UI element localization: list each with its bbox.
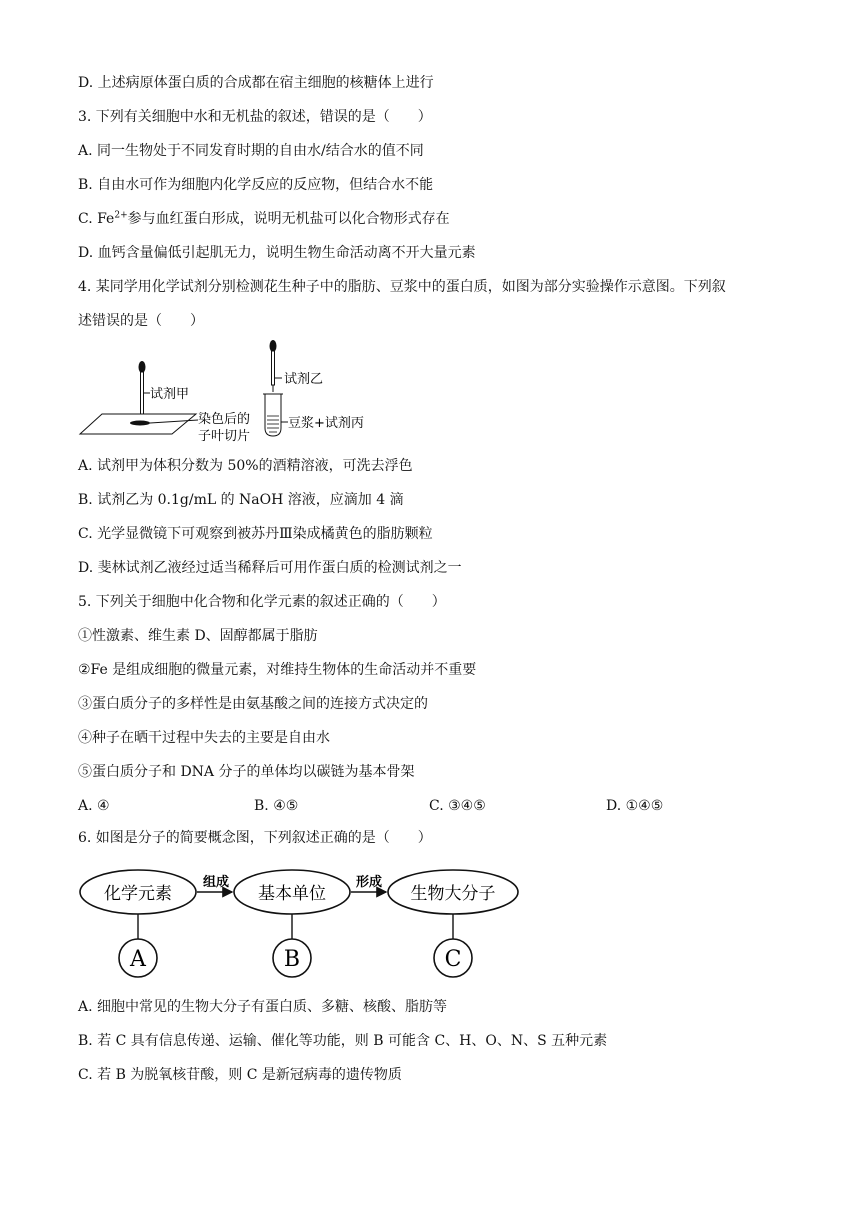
q3-option-b: B. 自由水可作为细胞内化学反应的反应物，但结合水不能 [78, 177, 434, 193]
slice-label-1: 染色后的 [198, 412, 251, 427]
tube-label: 豆浆+试剂丙 [288, 416, 364, 431]
q3-option-c [78, 209, 450, 229]
slice-label-2: 子叶切片 [198, 429, 251, 444]
q5-option-d: D. ①④⑤ [606, 798, 664, 814]
dropper-icon [139, 361, 146, 420]
q4-option-b: B. 试剂乙为 0.1g/mL 的 NaOH 溶液，应滴加 4 滴 [78, 492, 404, 508]
q5-statement-2: ②Fe 是组成细胞的微量元素，对维持生物体的生命活动并不重要 [78, 662, 477, 678]
q3-option-c-sup: 2+ [114, 210, 128, 221]
q4-option-d: D. 斐林试剂乙液经过适当稀释后可用作蛋白质的检测试剂之一 [78, 560, 462, 576]
q5-option-c: C. ③④⑤ [429, 798, 486, 814]
q4-stem-line2: 述错误的是（ ） [78, 313, 204, 329]
circle-b-label: B [283, 947, 301, 972]
reagent-b-label: 试剂乙 [284, 372, 324, 387]
q5-statement-5: ⑤蛋白质分子和 DNA 分子的单体均以碳链为基本骨架 [78, 764, 415, 780]
dropper-icon [270, 340, 277, 392]
q5-option-a: A. ④ [78, 798, 110, 814]
node-macromolecule-label: 生物大分子 [410, 884, 496, 904]
leaf-slice-shape [130, 421, 150, 426]
q3-option-c-pre: C. Fe [78, 211, 115, 227]
node-basic-unit-label: 基本单位 [258, 884, 326, 904]
q5-statement-3: ③蛋白质分子的多样性是由氨基酸之间的连接方式决定的 [78, 696, 428, 712]
q4-stem-line1: 4. 某同学用化学试剂分别检测花生种子中的脂肪、豆浆中的蛋白质，如图为部分实验操作示意图。下列叙 [78, 279, 726, 295]
reagent-a-label: 试剂甲 [150, 387, 190, 402]
q5-statement-1: ①性激素、维生素 D、固醇都属于脂肪 [78, 628, 318, 644]
q4-option-a: A. 试剂甲为体积分数为 50%的酒精溶液，可洗去浮色 [78, 458, 413, 474]
q4-experiment-figure [78, 336, 388, 446]
q5-statement-4: ④种子在晒干过程中失去的主要是自由水 [78, 730, 330, 746]
q6-concept-map [78, 862, 528, 987]
q3-stem: 3. 下列有关细胞中水和无机盐的叙述，错误的是（ ） [78, 109, 432, 125]
q6-stem: 6. 如图是分子的简要概念图，下列叙述正确的是（ ） [78, 830, 432, 846]
node-chemical-elements-label: 化学元素 [104, 884, 172, 904]
q6-option-b: B. 若 C 具有信息传递、运输、催化等功能，则 B 可能含 C、H、O、N、S 五种元素 [78, 1033, 608, 1049]
arrow-compose-label: 组成 [202, 875, 230, 890]
q3-option-c-post: 参与血红蛋白形成，说明无机盐可以化合物形式存在 [127, 211, 450, 227]
q6-option-c: C. 若 B 为脱氧核苷酸，则 C 是新冠病毒的遗传物质 [78, 1067, 402, 1083]
q3-option-d: D. 血钙含量偏低引起肌无力，说明生物生命活动离不开大量元素 [78, 245, 476, 261]
q5-stem: 5. 下列关于细胞中化合物和化学元素的叙述正确的（ ） [78, 594, 446, 610]
circle-a-label: A [130, 947, 146, 972]
q6-option-a: A. 细胞中常见的生物大分子有蛋白质、多糖、核酸、脂肪等 [78, 999, 448, 1015]
q4-option-c: C. 光学显微镜下可观察到被苏丹Ⅲ染成橘黄色的脂肪颗粒 [78, 526, 433, 542]
q2-option-d: D. 上述病原体蛋白质的合成都在宿主细胞的核糖体上进行 [78, 75, 434, 91]
test-tube-icon [263, 394, 283, 436]
q3-option-a: A. 同一生物处于不同发育时期的自由水/结合水的值不同 [78, 143, 424, 159]
circle-c-label: C [444, 947, 462, 972]
arrow-form-label: 形成 [355, 875, 383, 890]
q5-option-b: B. ④⑤ [254, 798, 299, 814]
